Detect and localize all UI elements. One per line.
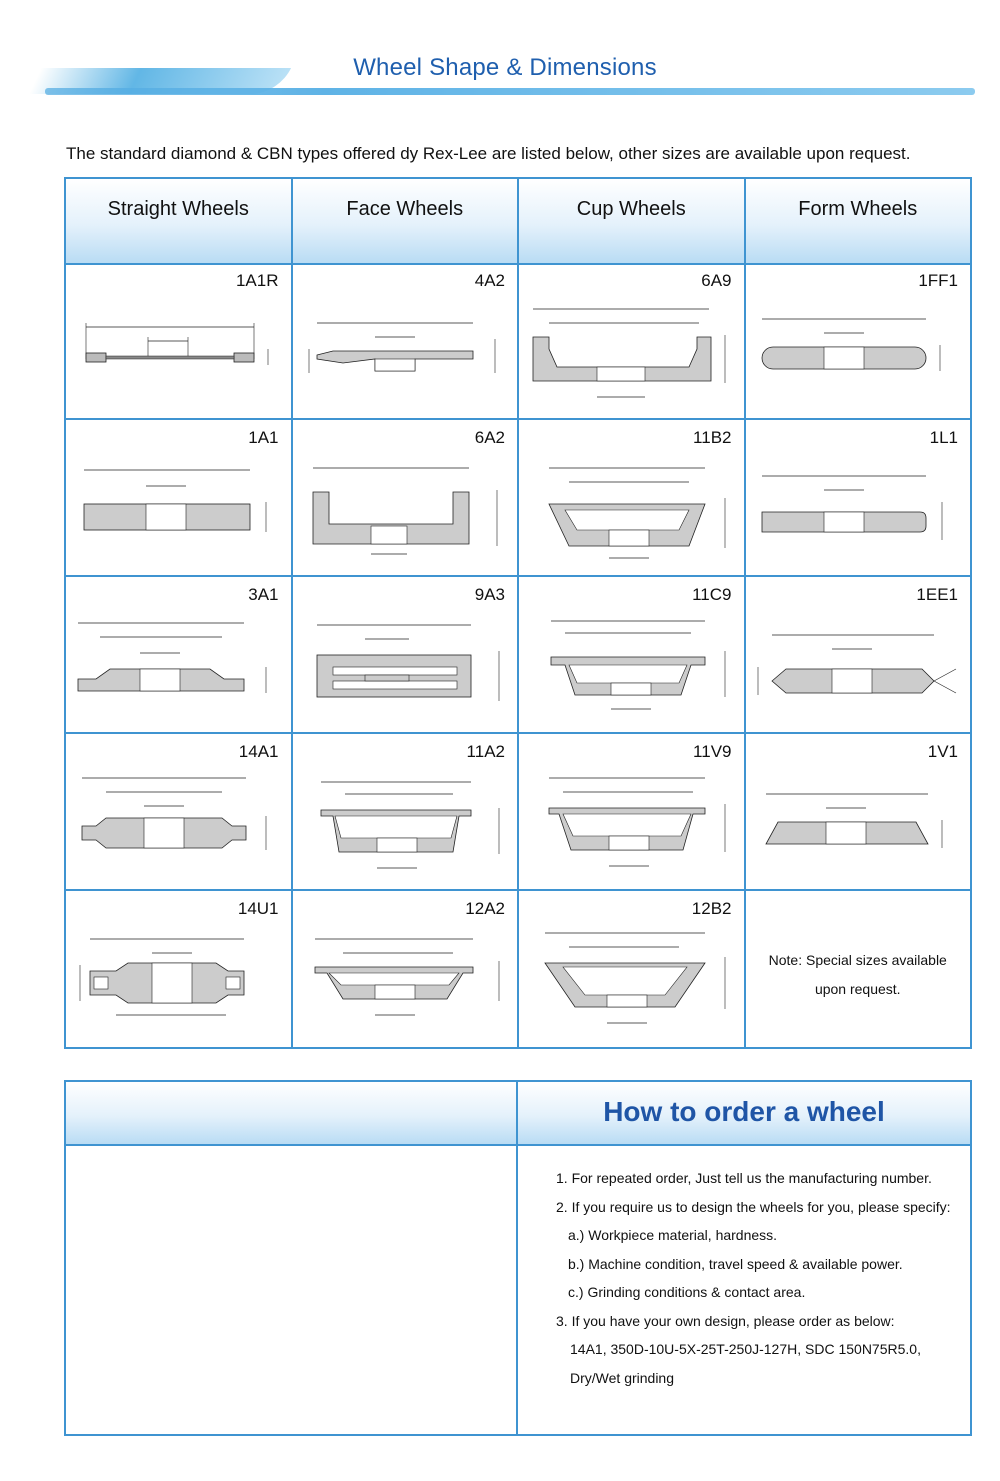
order-divider — [516, 1082, 518, 1434]
wheel-code: 1FF1 — [918, 271, 958, 290]
order-step: 3. If you have your own design, please order as below: — [556, 1312, 895, 1329]
wheel-code: 6A2 — [474, 428, 505, 447]
page-title: Wheel Shape & Dimensions — [353, 54, 657, 81]
wheel-diagram-14a1 — [76, 768, 281, 880]
table-header — [66, 179, 970, 265]
wheel-cell-1a1r — [66, 263, 293, 418]
table-row — [66, 577, 970, 734]
wheel-diagram-11b2 — [529, 454, 734, 566]
note-cell — [746, 891, 971, 1047]
order-instructions — [556, 1164, 966, 1392]
wheel-code: 6A9 — [701, 271, 732, 290]
wheel-cell-1ee1 — [746, 577, 971, 732]
wheel-cell-11a2 — [293, 734, 520, 889]
wheel-diagram-1ee1 — [756, 611, 961, 723]
order-substep: b.) Machine condition, travel speed & available power. — [568, 1255, 903, 1272]
special-sizes-note — [746, 946, 971, 1004]
wheel-cell-14u1 — [66, 891, 293, 1047]
wheel-diagram-1a1 — [76, 454, 281, 566]
table-row — [66, 420, 970, 577]
order-step: 1. For repeated order, Just tell us the manufacturing number. — [556, 1170, 932, 1186]
order-step: 2. If you require us to design the wheels for you, please specify: — [556, 1198, 951, 1215]
wheel-diagram-1l1 — [756, 454, 961, 566]
wheel-code: 1A1 — [248, 428, 279, 447]
wheel-diagram-1a1r — [76, 297, 281, 409]
wheel-code: 12B2 — [691, 899, 732, 918]
wheel-code: 1L1 — [929, 428, 958, 447]
wheel-code: 4A2 — [474, 271, 505, 290]
table-row — [66, 734, 970, 891]
wheel-code: 11V9 — [693, 742, 732, 761]
wheel-diagram-9a3 — [303, 611, 508, 723]
wheel-cell-6a2 — [293, 420, 520, 575]
wheel-cell-1l1 — [746, 420, 971, 575]
table-row — [66, 891, 970, 1047]
wheel-cell-3a1 — [66, 577, 293, 732]
wheel-code: 3A1 — [248, 585, 279, 604]
wheel-cell-11c9 — [519, 577, 746, 732]
order-title: How to order a wheel — [603, 1096, 885, 1127]
wheel-cell-11b2 — [519, 420, 746, 575]
wheel-diagram-1v1 — [756, 768, 961, 880]
wheel-code: 9A3 — [474, 585, 505, 604]
wheel-diagram-3a1 — [76, 611, 281, 723]
wheel-code: 1EE1 — [916, 585, 958, 604]
wheel-code: 11A2 — [466, 742, 505, 761]
title-banner — [35, 48, 975, 100]
wheel-code: 14A1 — [238, 742, 279, 761]
wheel-cell-1ff1 — [746, 263, 971, 418]
wheel-cell-4a2 — [293, 263, 520, 418]
wheel-diagram-6a2 — [303, 454, 508, 566]
wheel-cell-14a1 — [66, 734, 293, 889]
order-section — [64, 1080, 972, 1436]
order-example: Dry/Wet grinding — [570, 1369, 675, 1386]
wheel-diagram-12a2 — [303, 925, 508, 1037]
wheel-cell-9a3 — [293, 577, 520, 732]
wheel-code: 1A1R — [235, 271, 279, 290]
wheel-code: 14U1 — [237, 899, 279, 918]
wheel-code: 12A2 — [465, 899, 505, 918]
column-header-straight-wheels: Straight Wheels — [66, 179, 293, 263]
wheel-cell-1a1 — [66, 420, 293, 575]
wheel-code: 11C9 — [692, 585, 732, 604]
wheel-diagram-1ff1 — [756, 297, 961, 409]
wheel-cell-1v1 — [746, 734, 971, 889]
wheel-diagram-6a9 — [529, 297, 734, 409]
column-header-cup-wheels: Cup Wheels — [519, 179, 746, 263]
wheel-diagram-11v9 — [529, 768, 734, 880]
wheel-diagram-12b2 — [529, 925, 734, 1037]
intro-text: The standard diamond & CBN types offered dy Rex-Lee are listed below, other sizes are available upon request. — [66, 144, 911, 163]
wheel-code: 1V1 — [927, 742, 958, 761]
note-line: upon request. — [814, 981, 901, 997]
wheel-diagram-4a2 — [303, 297, 508, 409]
order-substep: c.) Grinding conditions & contact area. — [568, 1284, 806, 1300]
wheel-types-table — [64, 177, 972, 1049]
banner-underline — [45, 88, 975, 95]
order-substep: a.) Workpiece material, hardness. — [568, 1227, 778, 1243]
wheel-diagram-11a2 — [303, 768, 508, 880]
column-header-form-wheels: Form Wheels — [798, 197, 918, 220]
table-row — [66, 263, 970, 420]
wheel-cell-6a9 — [519, 263, 746, 418]
note-line: Note: Special sizes available — [768, 952, 947, 968]
wheel-cell-12a2 — [293, 891, 520, 1047]
column-header-face-wheels: Face Wheels — [293, 179, 520, 263]
wheel-cell-11v9 — [519, 734, 746, 889]
wheel-diagram-14u1 — [76, 925, 281, 1037]
wheel-code: 11B2 — [693, 428, 732, 447]
wheel-diagram-11c9 — [529, 611, 734, 723]
table-body — [66, 263, 970, 1047]
order-example: 14A1, 350D-10U-5X-25T-250J-127H, SDC 150N75R5.0, — [570, 1341, 921, 1357]
wheel-cell-12b2 — [519, 891, 746, 1047]
